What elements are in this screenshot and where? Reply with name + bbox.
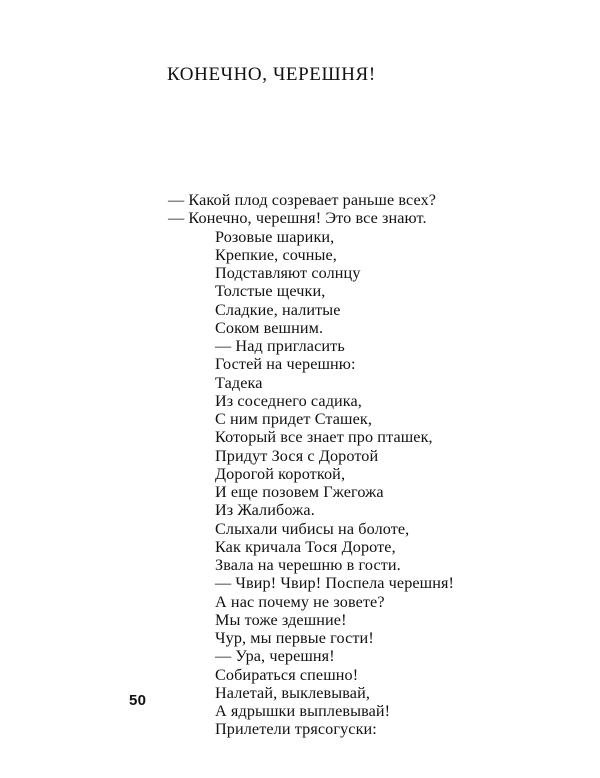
poem-line: — Какой плод созревает раньше всех?	[168, 191, 437, 209]
poem-line: Из Жалибожа.	[215, 501, 315, 520]
page-number: 50	[129, 692, 147, 709]
poem-title: КОНЕЧНО, ЧЕРЕШНЯ!	[167, 64, 376, 85]
poem-line: Мы тоже здешние!	[215, 610, 347, 629]
poem-line: Сладкие, налитые	[215, 300, 341, 319]
poem-line: А нас почему не зовете?	[215, 592, 385, 611]
poem-line: Дорогой короткой,	[215, 464, 346, 483]
poem-line: Придут Зося с Доротой	[215, 446, 379, 465]
poem-line: И еще позовем Гжегожа	[215, 483, 384, 501]
poem-line: — Над пригласить	[215, 337, 345, 355]
poem-line: Крепкие, сочные,	[215, 245, 337, 264]
poem-line: — Чвир! Чвир! Поспела черешня!	[215, 574, 455, 593]
poem-line: Гостей на черешню:	[215, 355, 356, 374]
poem-line: Толстые щечки,	[215, 282, 326, 301]
poem-line: Тадека	[215, 373, 263, 392]
poem-line: Собираться спешно!	[215, 665, 359, 684]
poem-line: Звала на черешню в гости.	[215, 556, 401, 574]
poem-line: Из соседнего садика,	[215, 391, 362, 410]
poem-line: А ядрышки выплевывай!	[215, 702, 391, 720]
poem-line: С ним придет Сташек,	[215, 410, 373, 428]
poem-line: Прилетели трясогуски:	[215, 720, 377, 739]
poem-line: Розовые шарики,	[215, 227, 335, 246]
poem-line: — Ура, черешня!	[215, 647, 335, 666]
poem-line: Который все знает про пташек,	[215, 428, 433, 447]
poem-line: Подставляют солнцу	[215, 264, 361, 282]
poem-line: Соком вешним.	[215, 318, 324, 337]
poem-body	[168, 191, 568, 739]
poem-line: — Конечно, черешня! Это все знают.	[168, 209, 427, 228]
poem-line: Налетай, выклевывай,	[215, 683, 370, 702]
poem-line: Чур, мы первые гости!	[215, 629, 374, 647]
poem-line: Как кричала Тося Дороте,	[215, 537, 396, 556]
poem-line: Слыхали чибисы на болоте,	[215, 519, 410, 538]
